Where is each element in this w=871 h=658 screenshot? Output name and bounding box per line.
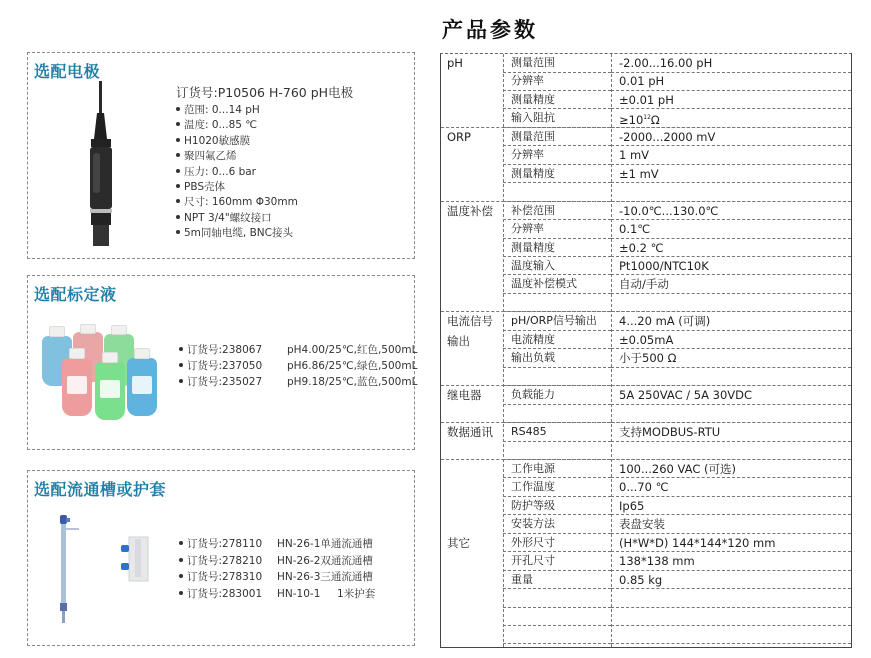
spec-item: 压力: 0...6 bar bbox=[176, 165, 298, 180]
group-label: 继电器 bbox=[447, 388, 482, 403]
parameter-name bbox=[503, 294, 611, 313]
parameter-name bbox=[503, 441, 611, 460]
calibration-item: 订货号:238067 pH4.00/25℃,红色,500mL bbox=[179, 342, 417, 358]
parameter-name: 输入阻抗 bbox=[503, 109, 611, 128]
calibration-item: 订货号:235027 pH9.18/25℃,蓝色,500mL bbox=[179, 374, 417, 390]
parameter-name: 安装方法 bbox=[503, 515, 611, 534]
table-row bbox=[441, 239, 851, 258]
table-row bbox=[441, 441, 851, 460]
bullet-icon bbox=[176, 169, 180, 173]
parameter-value: (H*W*D) 144*144*120 mm bbox=[611, 534, 851, 553]
table-row bbox=[441, 165, 851, 184]
table-row bbox=[441, 589, 851, 608]
parameter-value: 0.1℃ bbox=[611, 220, 851, 239]
parameter-value bbox=[611, 405, 851, 424]
table-row bbox=[441, 423, 851, 442]
parameter-value: -2000...2000 mV bbox=[611, 128, 851, 147]
bullet-icon bbox=[179, 574, 183, 578]
table-row bbox=[441, 202, 851, 221]
parameter-value bbox=[611, 441, 851, 460]
parameter-name: 外形尺寸 bbox=[503, 534, 611, 553]
spec-item: 温度: 0...85 ℃ bbox=[176, 118, 298, 133]
parameter-value: 0.85 kg bbox=[611, 571, 851, 590]
parameter-name bbox=[503, 589, 611, 608]
table-row bbox=[441, 608, 851, 627]
table-row bbox=[441, 405, 851, 424]
group-label: 其它 bbox=[447, 536, 470, 551]
parameter-value bbox=[611, 183, 851, 202]
parameter-value: ±0.2 ℃ bbox=[611, 239, 851, 258]
electrode-spec-list bbox=[176, 103, 298, 242]
parameter-value bbox=[611, 589, 851, 608]
bullet-icon bbox=[176, 199, 180, 203]
bullet-icon bbox=[179, 558, 183, 562]
ph-electrode-image bbox=[86, 81, 116, 246]
bullet-icon bbox=[176, 107, 180, 111]
parameter-value: -2.00...16.00 pH bbox=[611, 54, 851, 73]
parameter-name: 测量精度 bbox=[503, 91, 611, 110]
group-label: 温度补偿 bbox=[447, 203, 493, 218]
table-row bbox=[441, 331, 851, 350]
spec-item: PBS壳体 bbox=[176, 180, 298, 195]
group-label: 电流信号 bbox=[447, 314, 493, 329]
table-row bbox=[441, 552, 851, 571]
protective-sleeve-image bbox=[54, 515, 84, 627]
spec-item: H1020敏感膜 bbox=[176, 134, 298, 149]
group-label: pH bbox=[447, 56, 463, 70]
bullet-icon bbox=[176, 153, 180, 157]
parameter-name bbox=[503, 368, 611, 387]
parameter-value bbox=[611, 368, 851, 387]
bullet-icon bbox=[176, 138, 180, 142]
table-row bbox=[441, 515, 851, 534]
parameter-value: $\ge 10^{12}\Omega$ bbox=[611, 109, 851, 128]
parameter-value: 138*138 mm bbox=[611, 552, 851, 571]
parameter-value: 小于500 Ω bbox=[611, 349, 851, 368]
table-row bbox=[441, 312, 851, 331]
table-row bbox=[441, 349, 851, 368]
table-row bbox=[441, 54, 851, 73]
spec-item: NPT 3/4"螺纹接口 bbox=[176, 211, 298, 226]
table-row bbox=[441, 146, 851, 165]
parameter-name: 温度补偿模式 bbox=[503, 275, 611, 294]
table-row bbox=[441, 497, 851, 516]
table-row bbox=[441, 534, 851, 553]
parameter-value: 自动/手动 bbox=[611, 275, 851, 294]
table-row bbox=[441, 460, 851, 479]
flowcell-item: 订货号:278310 HN-26-3三通流通槽 bbox=[179, 569, 375, 586]
parameter-name: RS485 bbox=[503, 423, 611, 442]
parameter-value: 4...20 mA (可调) bbox=[611, 312, 851, 331]
parameter-name: pH/ORP信号输出 bbox=[503, 312, 611, 331]
group-label: 数据通讯 bbox=[447, 425, 493, 439]
calibration-section-title: 选配标定液 bbox=[34, 285, 117, 304]
bullet-icon bbox=[179, 591, 183, 595]
parameter-name: 测量范围 bbox=[503, 128, 611, 147]
flowcell-item: 订货号:278110 HN-26-1单通流通槽 bbox=[179, 536, 375, 553]
calibration-section bbox=[27, 275, 418, 450]
bullet-icon bbox=[179, 363, 183, 367]
bullet-icon bbox=[176, 122, 180, 126]
parameter-name: 工作温度 bbox=[503, 478, 611, 497]
parameter-name: 测量精度 bbox=[503, 239, 611, 258]
parameter-value: ±0.01 pH bbox=[611, 91, 851, 110]
parameter-name bbox=[503, 405, 611, 424]
spec-item: 范围: 0...14 pH bbox=[176, 103, 298, 118]
bullet-icon bbox=[176, 184, 180, 188]
parameter-value: Pt1000/NTC10K bbox=[611, 257, 851, 276]
table-row bbox=[441, 183, 851, 202]
parameter-value: 0...70 ℃ bbox=[611, 478, 851, 497]
parameter-value: 0.01 pH bbox=[611, 72, 851, 91]
parameter-name: 输出负载 bbox=[503, 349, 611, 368]
parameter-value: 5A 250VAC / 5A 30VDC bbox=[611, 386, 851, 405]
parameter-value: 1 mV bbox=[611, 146, 851, 165]
flowcell-item: 订货号:278210 HN-26-2双通流通槽 bbox=[179, 553, 375, 570]
table-row bbox=[441, 91, 851, 110]
parameter-name bbox=[503, 608, 611, 627]
parameter-name: 温度输入 bbox=[503, 257, 611, 276]
parameter-value bbox=[611, 626, 851, 645]
electrode-section bbox=[27, 52, 415, 259]
parameter-value: 表盘安装 bbox=[611, 515, 851, 534]
parameter-name: 分辨率 bbox=[503, 220, 611, 239]
parameter-value bbox=[611, 294, 851, 313]
parameter-name: 补偿范围 bbox=[503, 202, 611, 221]
parameter-value: -10.0℃...130.0℃ bbox=[611, 202, 851, 221]
spec-item: 5m同轴电缆, BNC接头 bbox=[176, 226, 298, 241]
table-row bbox=[441, 294, 851, 313]
parameter-name: 测量范围 bbox=[503, 54, 611, 73]
flowcell-list bbox=[179, 536, 375, 602]
bullet-icon bbox=[179, 347, 183, 351]
parameter-name: 电流精度 bbox=[503, 331, 611, 350]
bullet-icon bbox=[179, 541, 183, 545]
table-row bbox=[441, 109, 851, 128]
bullet-icon bbox=[179, 379, 183, 383]
table-row bbox=[441, 478, 851, 497]
parameter-name: 分辨率 bbox=[503, 72, 611, 91]
parameter-name: 负载能力 bbox=[503, 386, 611, 405]
page-title: 产品参数 bbox=[442, 18, 538, 42]
table-row bbox=[441, 220, 851, 239]
table-row bbox=[441, 72, 851, 91]
calibration-item: 订货号:237050 pH6.86/25℃,绿色,500mL bbox=[179, 358, 417, 374]
parameter-name: 开孔尺寸 bbox=[503, 552, 611, 571]
spec-item: 聚四氟乙烯 bbox=[176, 149, 298, 164]
table-row bbox=[441, 571, 851, 590]
bullet-icon bbox=[176, 230, 180, 234]
flowcell-section-title: 选配流通槽或护套 bbox=[34, 480, 167, 499]
calibration-list bbox=[179, 342, 417, 390]
parameter-value: 100...260 VAC (可选) bbox=[611, 460, 851, 479]
table-row bbox=[441, 368, 851, 387]
table-row bbox=[441, 626, 851, 645]
parameter-name: 重量 bbox=[503, 571, 611, 590]
table-row bbox=[441, 386, 851, 405]
parameter-name bbox=[503, 183, 611, 202]
table-row bbox=[441, 257, 851, 276]
spec-item: 尺寸: 160mm Φ30mm bbox=[176, 195, 298, 210]
parameter-value: Ip65 bbox=[611, 497, 851, 516]
group-label-line2: 输出 bbox=[447, 334, 470, 349]
spec-table bbox=[440, 53, 852, 648]
group-label: ORP bbox=[447, 129, 471, 144]
table-row bbox=[441, 275, 851, 294]
parameter-value: ±0.05mA bbox=[611, 331, 851, 350]
parameter-value bbox=[611, 608, 851, 627]
parameter-name: 分辨率 bbox=[503, 146, 611, 165]
parameter-name bbox=[503, 626, 611, 645]
table-row bbox=[441, 128, 851, 147]
bullet-icon bbox=[176, 215, 180, 219]
parameter-value: 支持MODBUS-RTU bbox=[611, 423, 851, 442]
flowcell-section bbox=[27, 470, 415, 646]
parameter-name: 工作电源 bbox=[503, 460, 611, 479]
flow-cell-image bbox=[121, 535, 149, 583]
parameter-name: 防护等级 bbox=[503, 497, 611, 516]
electrode-order-line: 订货号:P10506 H-760 pH电极 bbox=[176, 85, 354, 100]
flowcell-item: 订货号:283001 HN-10-1 1米护套 bbox=[179, 586, 375, 603]
calibration-bottles-image bbox=[40, 324, 160, 424]
parameter-name: 测量精度 bbox=[503, 165, 611, 184]
parameter-value: ±1 mV bbox=[611, 165, 851, 184]
electrode-section-title: 选配电极 bbox=[34, 62, 101, 81]
